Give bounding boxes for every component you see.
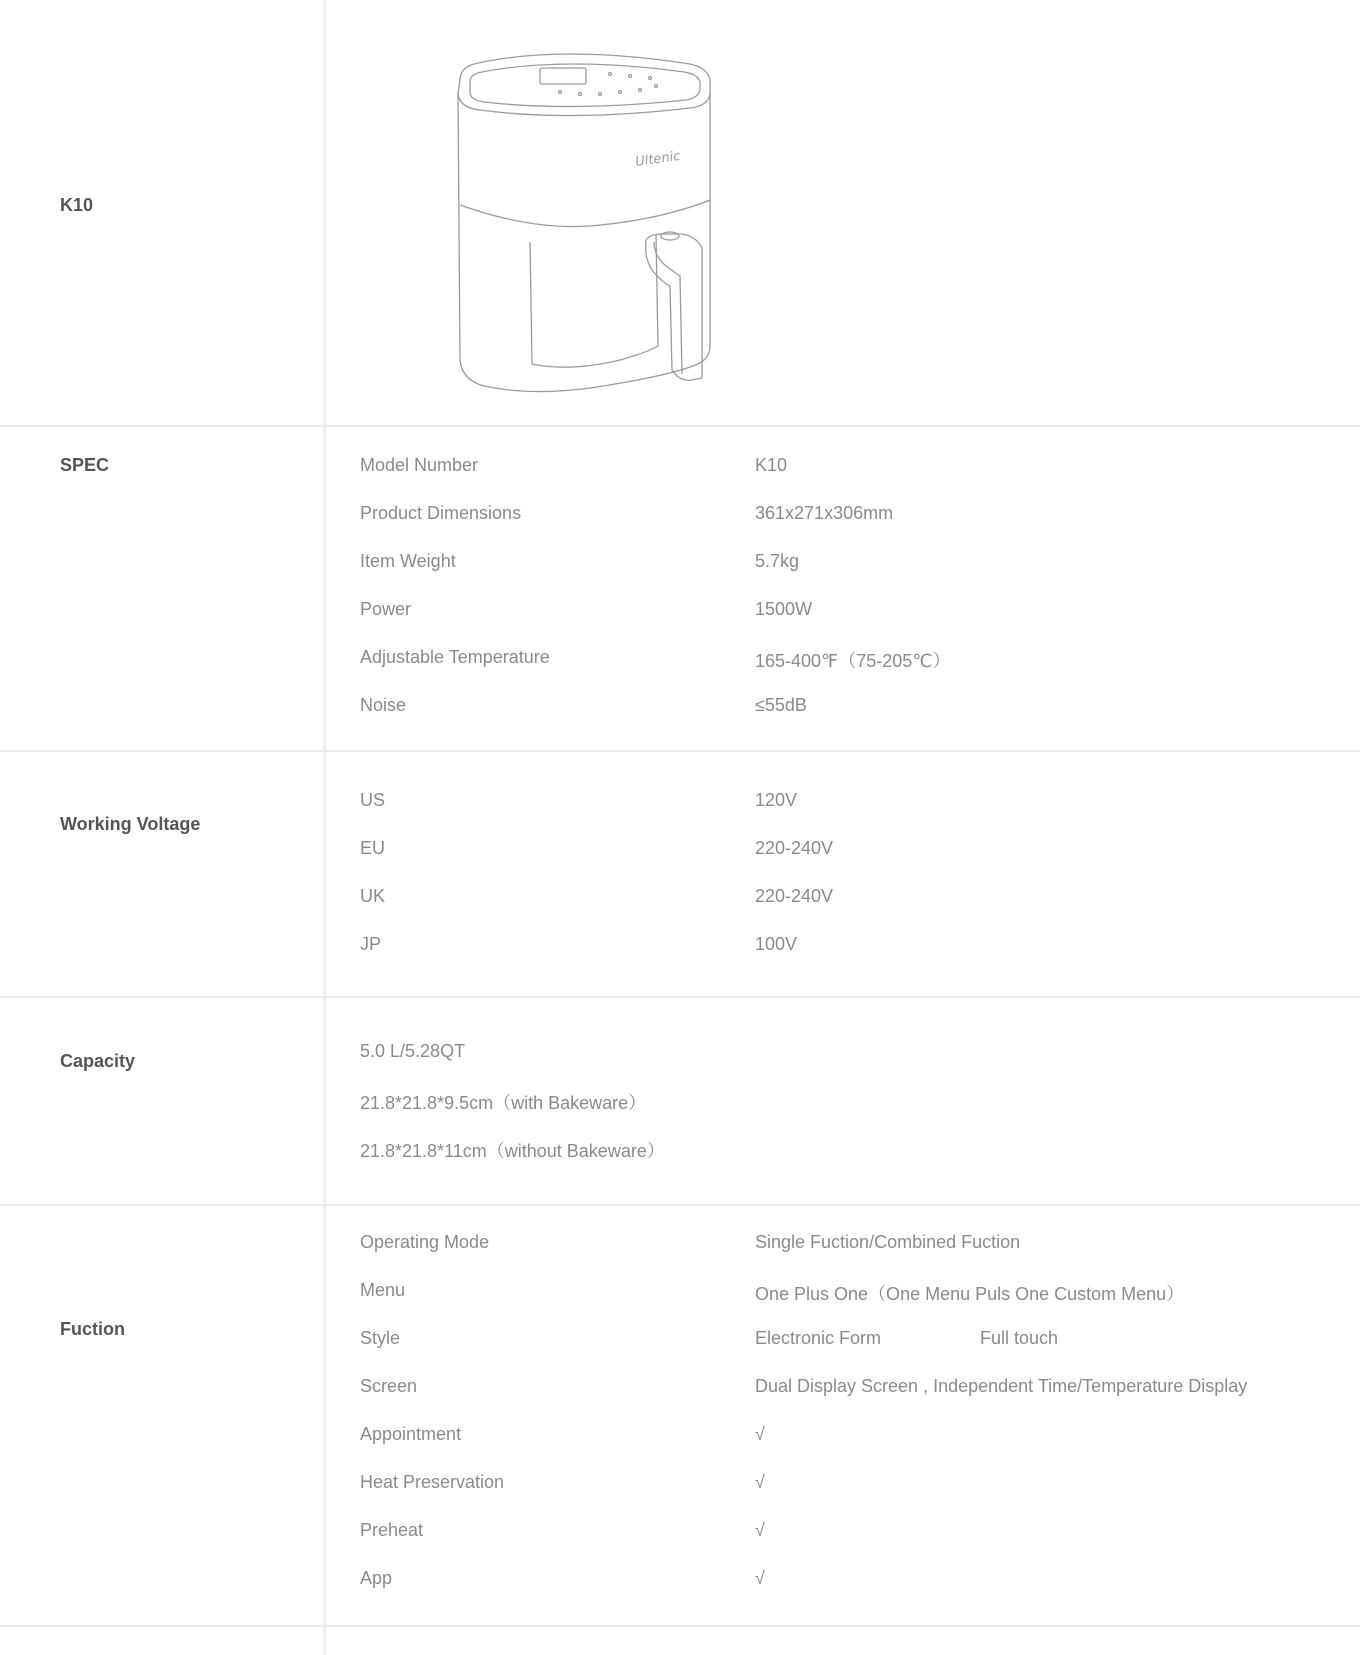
fuction-row-label: Screen bbox=[360, 1376, 418, 1396]
product-model-label: K10 bbox=[60, 195, 94, 215]
fuction-row-value: √ bbox=[755, 1568, 765, 1588]
spec-row-value: K10 bbox=[755, 455, 788, 475]
row-divider bbox=[0, 425, 1360, 427]
spec-section-label: SPEC bbox=[60, 455, 110, 475]
fuction-row-value: √ bbox=[755, 1424, 765, 1444]
voltage-row-label: US bbox=[360, 790, 386, 810]
capacity-line: 5.0 L/5.28QT bbox=[360, 1041, 466, 1061]
fuction-row-value-secondary: Full touch bbox=[980, 1328, 1059, 1348]
voltage-row-value: 220-240V bbox=[755, 886, 834, 906]
fuction-row-label: Operating Mode bbox=[360, 1232, 490, 1252]
fuction-row-value: Electronic Form bbox=[755, 1328, 882, 1348]
voltage-section-label: Working Voltage bbox=[60, 814, 201, 834]
voltage-row-label: JP bbox=[360, 934, 382, 954]
column-divider bbox=[323, 0, 326, 1655]
voltage-row-label: UK bbox=[360, 886, 386, 906]
spec-row-value: 361x271x306mm bbox=[755, 503, 894, 523]
fuction-row-value: Single Fuction/Combined Fuction bbox=[755, 1232, 1021, 1252]
row-divider bbox=[0, 1204, 1360, 1206]
spec-row-label: Product Dimensions bbox=[360, 503, 522, 523]
spec-row-label: Item Weight bbox=[360, 551, 456, 571]
capacity-section-label: Capacity bbox=[60, 1051, 136, 1071]
capacity-line: 21.8*21.8*9.5cm（with Bakeware） bbox=[360, 1093, 647, 1113]
spec-row-value: 165-400℉（75-205℃） bbox=[755, 651, 951, 671]
air-fryer-line-drawing-icon bbox=[440, 30, 760, 410]
spec-row-label: Power bbox=[360, 599, 412, 619]
spec-row-value: ≤55dB bbox=[755, 695, 807, 715]
fuction-row-value: √ bbox=[755, 1520, 765, 1540]
capacity-line: 21.8*21.8*11cm（without Bakeware） bbox=[360, 1141, 665, 1161]
fuction-row-label: App bbox=[360, 1568, 393, 1588]
brand-logo: Ultenic bbox=[634, 148, 682, 170]
fuction-row-label: Style bbox=[360, 1328, 401, 1348]
fuction-row-value: Dual Display Screen , Independent Time/Temperature Display bbox=[755, 1376, 1248, 1396]
fuction-row-label: Heat Preservation bbox=[360, 1472, 505, 1492]
voltage-row-value: 120V bbox=[755, 790, 798, 810]
fuction-section-label: Fuction bbox=[60, 1319, 125, 1339]
fuction-row-label: Menu bbox=[360, 1280, 406, 1300]
voltage-row-value: 100V bbox=[755, 934, 798, 954]
voltage-row-value: 220-240V bbox=[755, 838, 834, 858]
voltage-row-label: EU bbox=[360, 838, 386, 858]
row-divider bbox=[0, 1625, 1360, 1627]
fuction-row-value: √ bbox=[755, 1472, 765, 1492]
row-divider bbox=[0, 996, 1360, 998]
fuction-row-label: Appointment bbox=[360, 1424, 462, 1444]
spec-row-label: Noise bbox=[360, 695, 407, 715]
spec-row-value: 1500W bbox=[755, 599, 813, 619]
spec-row-label: Adjustable Temperature bbox=[360, 647, 550, 667]
spec-row-label: Model Number bbox=[360, 455, 479, 475]
fuction-row-value: One Plus One（One Menu Puls One Custom Menu） bbox=[755, 1284, 1185, 1304]
spec-row-value: 5.7kg bbox=[755, 551, 800, 571]
row-divider bbox=[0, 750, 1360, 752]
fuction-row-label: Preheat bbox=[360, 1520, 424, 1540]
